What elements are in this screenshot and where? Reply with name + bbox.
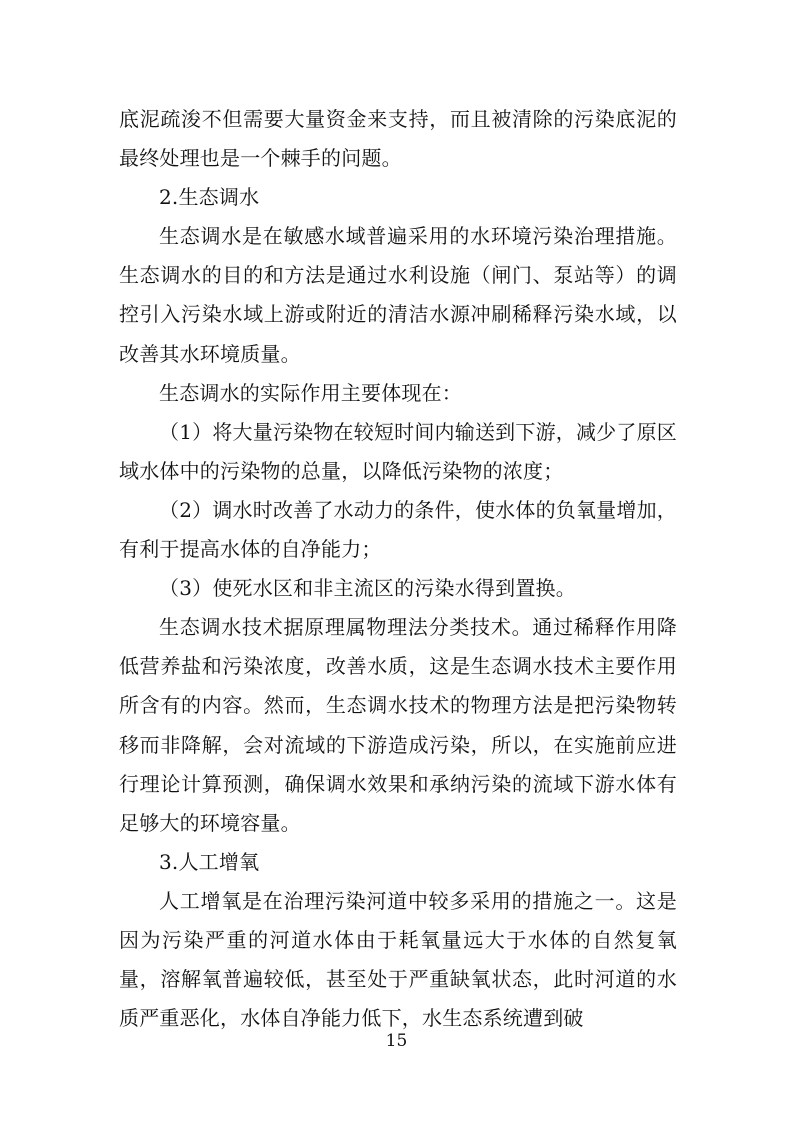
- list-item-effect-1: （1）将大量污染物在较短时间内输送到下游，减少了原区域水体中的污染物的总量，以降低污染物的浓度；: [119, 419, 677, 483]
- list-item-effect-3: （3）使死水区和非主流区的污染水得到置换。: [159, 576, 576, 601]
- paragraph-dredging-continuation: 底泥疏浚不但需要大量资金来支持，而且被清除的污染底泥的最终处理也是一个棘手的问题。: [119, 107, 677, 171]
- section-heading-ecological-water-transfer: 2.生态调水: [159, 185, 260, 210]
- page-number: 15: [385, 1031, 408, 1051]
- list-item-effect-2: （2）调水时改善了水动力的条件，使水体的负氧量增加，有利于提高水体的自净能力；: [119, 497, 677, 562]
- paragraph-ecological-water-transfer-intro: 生态调水是在敏感水域普遍采用的水环境污染治理措施。生态调水的目的和方法是通过水利设施（闸门、泵站等）的调控引入污染水域上游或附近的清洁水源冲刷稀释污染水域，以改善其水环境质量。: [119, 224, 677, 366]
- section-heading-artificial-aeration: 3.人工增氧: [159, 849, 260, 874]
- paragraph-technique-classification: 生态调水技术据原理属物理法分类技术。通过稀释作用降低营养盐和污染浓度，改善水质，这是生态调水技术主要作用所含有的内容。然而，生态调水技术的物理方法是把污染物转移而非降解，会对流域的下游造成污染，所以，在实施前应进行理论计算预测，确保调水效果和承纳污染的流域下游水体有足够大的环境容量。: [119, 615, 677, 835]
- paragraph-actual-effects-lead: 生态调水的实际作用主要体现在：: [159, 380, 462, 405]
- paragraph-artificial-aeration: 人工增氧是在治理污染河道中较多采用的措施之一。这是因为污染严重的河道水体由于耗氧量远大于水体的自然复氧量，溶解氧普遍较低，甚至处于严重缺氧状态，此时河道的水质严重恶化，水体自净能力低下，水生态系统遭到破: [119, 888, 677, 1031]
- page-body: [119, 100, 677, 1038]
